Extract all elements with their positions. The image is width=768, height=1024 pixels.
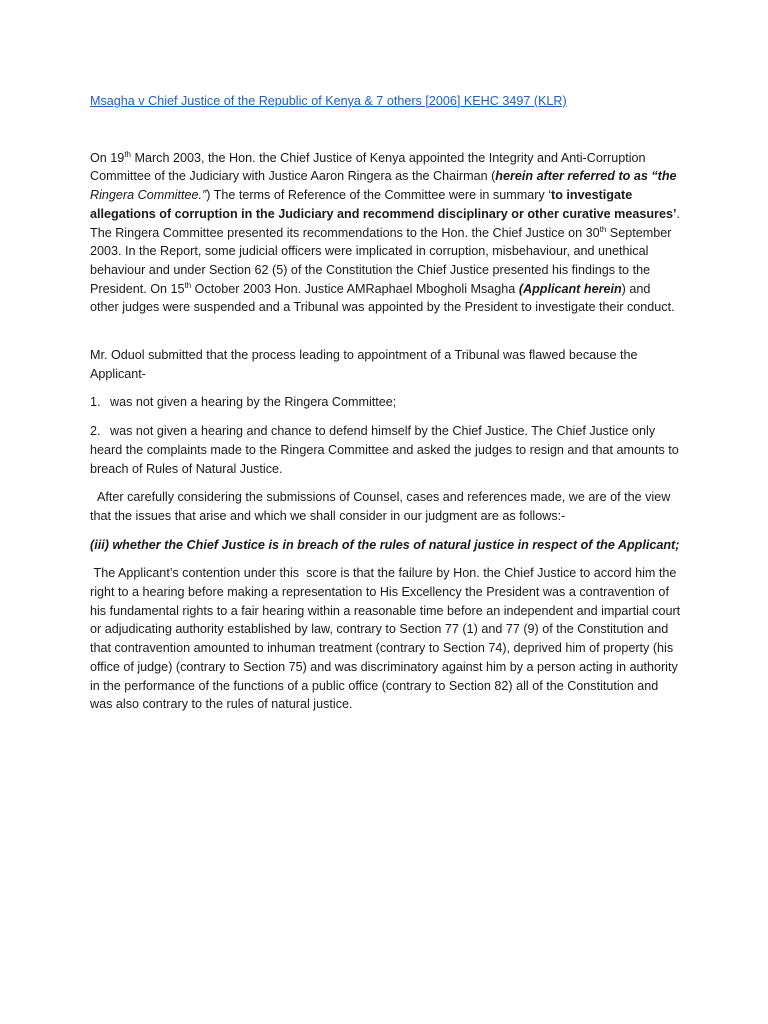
intro-text-7: ) and other judges were suspended and a Tribunal was appointed by the President to investigate their conduct.: [90, 281, 675, 315]
intro-text-6: October 2003 Hon. Justice AMRaphael Mbogholi Msagha: [191, 281, 519, 296]
issues-paragraph: After carefully considering the submissions of Counsel, cases and references made, we are of the view that the issues that arise and which we shall consider in our judgment are as follows:-: [90, 490, 674, 523]
submission-paragraph: Mr. Oduol submitted that the process leading to appointment of a Tribunal was flawed because the Applicant-: [90, 348, 638, 381]
list-item: [90, 393, 682, 412]
intro-terms-of-reference: to investigate allegations of corruption in the Judiciary and recommend disciplinary or other curative measures’: [90, 188, 677, 221]
ordinal-suffix-2: th: [599, 224, 607, 234]
contention-paragraph: The Applicant’s contention under this score is that the failure by Hon. the Chief Justice to accord him the right to a hearing before making a representation to His Excellency the President was a contravention of his fundamental rights to a fair hearing within a reasonable time before an independent and impartial court or adjudicating authority established by law, contrary to Section 77 (1) and 77 (9) of the Constitution and that contravention amounted to inhuman treatment (contrary to Section 74), deprived him of property (his office of judge) (contrary to Section 75) and was discriminatory against him by a person acting in authority in the performance of the functions of a public office (contrary to Section 82) all of the Constitution and was also contrary to the rules of natural justice.: [90, 566, 684, 712]
intro-applicant-herein: (Applicant herein: [518, 281, 622, 296]
ordinal-suffix-3: th: [184, 280, 192, 290]
issue-heading: (iii) whether the Chief Justice is in breach of the rules of natural justice in respect of the Applicant;: [90, 537, 680, 552]
list-item: [90, 422, 682, 478]
list-item-text: was not given a hearing by the Ringera Committee;: [110, 395, 397, 410]
list-item-number: 2.: [90, 424, 101, 439]
intro-text-4: . The Ringera Committee presented its recommendations to the Hon. the Chief Justice on 30: [90, 206, 680, 240]
list-item-number: 1.: [90, 395, 101, 410]
intro-emphasis-committee: Ringera Committee.”: [90, 188, 207, 203]
document-page: [90, 92, 682, 724]
intro-text-5: September 2003. In the Report, some judicial officers were implicated in corruption, misbehaviour, and unethical behaviour and under Section 62 (5) of the Constitution the Chief Justice presented his findings to the President. On 15: [90, 225, 672, 296]
ordinal-suffix-1: th: [124, 149, 131, 159]
intro-text-1: On 19: [90, 150, 125, 165]
intro-text-2: March 2003, the Hon. the Chief Justice of Kenya appointed the Integrity and Anti-Corruption Committee of the Judiciary with Justice Aaron Ringera as the Chairman (: [90, 150, 646, 184]
intro-emphasis-herein: herein after referred to as “the: [495, 169, 677, 184]
case-citation-link[interactable]: Msagha v Chief Justice of the Republic of Kenya & 7 others [2006] KEHC 3497 (KLR): [90, 94, 567, 108]
intro-paragraph: [90, 149, 682, 317]
intro-text-3: ) The terms of Reference of the Committee were in summary ‘: [206, 188, 552, 203]
list-item-text: was not given a hearing and chance to defend himself by the Chief Justice. The Chief Justice only heard the complaints made to the Ringera Committee and asked the judges to resign and that amounts to breach of Rules of Natural Justice.: [90, 424, 679, 476]
